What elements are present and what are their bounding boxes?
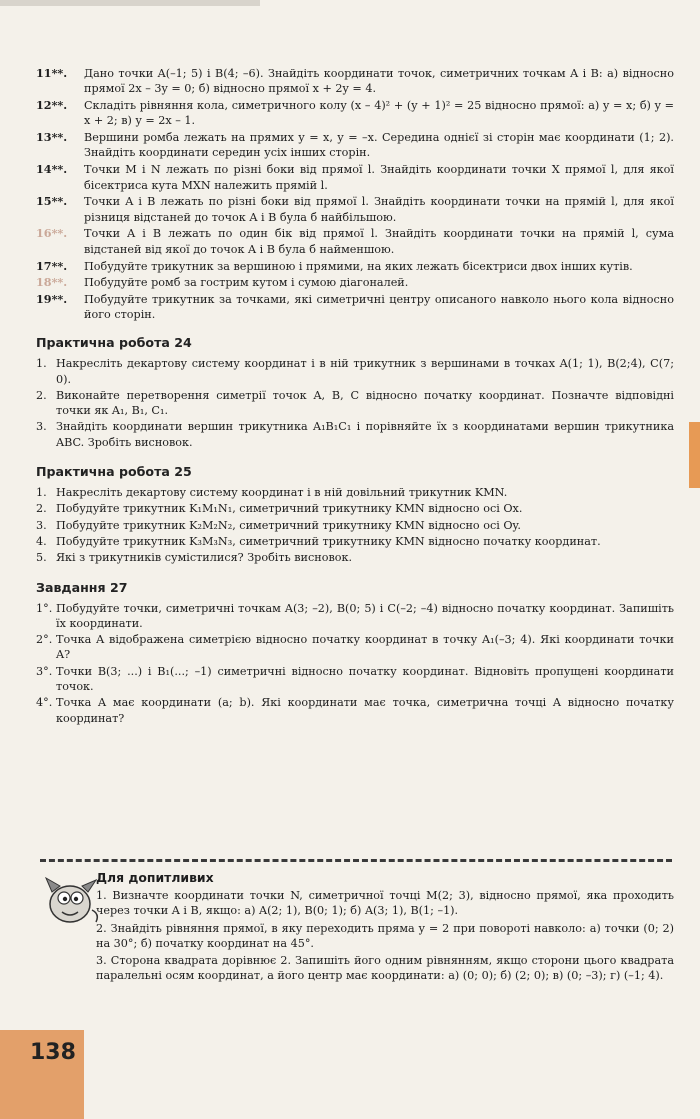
list-item: [36, 485, 674, 500]
item-text: Побудуйте точки, симетричні точкам A(3; –2), B(0; 5) і C(–2; –4) відносно початку координат. Запишіть їх координати.: [56, 601, 674, 630]
item-number: 2.: [36, 388, 47, 402]
problem-number: 16**.: [36, 226, 68, 241]
problem-14: [36, 162, 674, 193]
section-divider: [40, 859, 672, 862]
problem-number: 18**.: [36, 275, 68, 290]
section-title: Практична робота 25: [36, 464, 192, 480]
problem-17: [36, 259, 674, 274]
list-item: [36, 534, 674, 549]
problem-text: Побудуйте трикутник за вершиною і прямими, на яких лежать бісектриси двох інших кутів.: [84, 259, 633, 273]
problem-number: 11**.: [36, 66, 68, 80]
problem-text: Вершини ромба лежать на прямих y = x, y = –x. Середина однієї зі сторін має координати (1; 2). Знайдіть координати середин усіх інших сторін.: [84, 131, 674, 160]
problem-number: 19**.: [36, 292, 68, 307]
item-text: Знайдіть координати вершин трикутника A₁B₁C₁ і порівняйте їх з координатами вершин трикутника ABC. Зробіть висновок.: [56, 420, 674, 449]
item-text: Накресліть декартову систему координат і в ній довільний трикутник KMN.: [56, 486, 508, 500]
item-text: Побудуйте трикутник K₃M₃N₃, симетричний трикутнику KMN відносно початку координат.: [56, 534, 601, 548]
item-number: 3.: [36, 420, 47, 434]
list-item: [36, 419, 674, 450]
item-text: Точки B(3; ...) і B₁(...; –1) симетричні відносно початку координат. Відновіть пропущені координати точок.: [56, 664, 674, 693]
problem-text: Побудуйте трикутник за точками, які симетричні центру описаного навколо нього кола відносно його сторін.: [84, 293, 674, 322]
item-number: 1.: [36, 357, 47, 371]
problem-text: Точки M і N лежать по різні боки від прямої l. Знайдіть координати точки X прямої l, для якої бісектриса кута MXN належить прямій l.: [84, 163, 674, 192]
item-number: 2.: [36, 502, 47, 516]
item-number: 1.: [36, 486, 47, 500]
list-item: [36, 388, 674, 419]
item-number: 1°.: [36, 601, 53, 615]
list-item: [36, 601, 674, 632]
problem-text: Точки A і B лежать по різні боки від прямої l. Знайдіть координати точки на прямій l, для якої різниця відстаней до точок A і B була б найбільшою.: [84, 195, 674, 224]
list-item: [36, 695, 674, 726]
problem-number: 14**.: [36, 162, 68, 177]
curious-task: 1. Визначте координати точки N, симетричної точці M(2; 3), відносно прямої, яка проходить через точки A і B, якщо: а) A(2; 1), B(0; 1); б) A(3; 1), B(1; –1).: [96, 889, 674, 918]
practical-work-24: [36, 335, 674, 450]
list-item: [36, 518, 674, 533]
problem-16: [36, 226, 674, 257]
list-item: [36, 356, 674, 387]
list-item: [36, 664, 674, 695]
problem-13: [36, 130, 674, 161]
item-text: Побудуйте трикутник K₂M₂N₂, симетричний трикутнику KMN відносно осі Oy.: [56, 518, 521, 532]
top-edge-shadow: [0, 0, 260, 6]
list-item: [36, 632, 674, 663]
problem-text: Складіть рівняння кола, симетричного колу (x – 4)² + (y + 1)² = 25 відносно прямої: а) y = x; б) y = x + 2; в) y = 2x – 1.: [84, 99, 674, 128]
for-curious-title: Для допитливих: [96, 870, 214, 885]
problem-11: [36, 66, 674, 97]
problem-12: [36, 98, 674, 129]
problem-number: 17**.: [36, 258, 68, 273]
section-edge-tab: [689, 422, 700, 488]
problem-19: [36, 292, 674, 323]
item-text: Побудуйте трикутник K₁M₁N₁, симетричний трикутнику KMN відносно осі Ox.: [56, 502, 523, 516]
item-text: Точка A відображена симетрією відносно початку координат в точку A₁(–3; 4). Які координати точки A?: [56, 633, 674, 662]
item-number: 2°.: [36, 633, 53, 647]
page-number: 138: [30, 1040, 76, 1065]
item-text: Накресліть декартову систему координат і в ній трикутник з вершинами в точках A(1; 1), B(2;4), C(7; 0).: [56, 357, 674, 386]
practical-work-25: [36, 464, 674, 565]
section-title: Завдання 27: [36, 579, 128, 595]
for-curious-box: [40, 870, 674, 986]
curious-task: 3. Сторона квадрата дорівнює 2. Запишіть його одним рівнянням, якщо сторони цього квадрата паралельні осям координат, а його центр має координати: а) (0; 0); б) (2; 0); в) (0; –3); г) (–1; 4).: [96, 954, 674, 983]
curious-task: 2. Знайдіть рівняння прямої, в яку переходить пряма y = 2 при повороті навколо: а) точки (0; 2) на 30°; б) початку координат на 45°.: [96, 921, 674, 950]
problem-text: Побудуйте ромб за гострим кутом і сумою діагоналей.: [84, 276, 409, 290]
problem-text: Точки A і B лежать по один бік від прямої l. Знайдіть координати точки на прямій l, сума відстаней від якої до точок A і B була б найменшою.: [84, 227, 674, 256]
item-text: Виконайте перетворення симетрії точок A, B, C відносно початку координат. Позначте відповідні точки як A₁, B₁, C₁.: [56, 388, 674, 418]
item-number: 4°.: [36, 696, 53, 710]
problem-number: 15**.: [36, 194, 68, 209]
item-number: 5.: [36, 551, 47, 565]
problem-15: [36, 194, 674, 225]
page-content: [36, 66, 674, 740]
problem-18: [36, 275, 674, 290]
item-text: Точка A має координати (a; b). Які координати має точка, симетрична точці A відносно початку координат?: [56, 696, 674, 725]
list-item: [36, 501, 674, 516]
item-number: 4.: [36, 534, 47, 548]
problem-number: 12**.: [36, 98, 68, 113]
mascot-icon: [40, 870, 100, 930]
problem-number: 13**.: [36, 130, 68, 145]
problem-text: Дано точки A(–1; 5) і B(4; –6). Знайдіть координати точок, симетричних точкам A і B: а) відносно прямої 2x – 3y = 0; б) відносно прямої x + 2y = 4.: [84, 67, 674, 96]
list-item: [36, 550, 674, 565]
item-text: Які з трикутників сумістилися? Зробіть висновок.: [56, 551, 353, 565]
problem-list: [36, 66, 674, 323]
task-27: [36, 580, 674, 726]
item-number: 3°.: [36, 664, 53, 678]
item-number: 3.: [36, 518, 47, 532]
section-title: Практична робота 24: [36, 335, 192, 351]
